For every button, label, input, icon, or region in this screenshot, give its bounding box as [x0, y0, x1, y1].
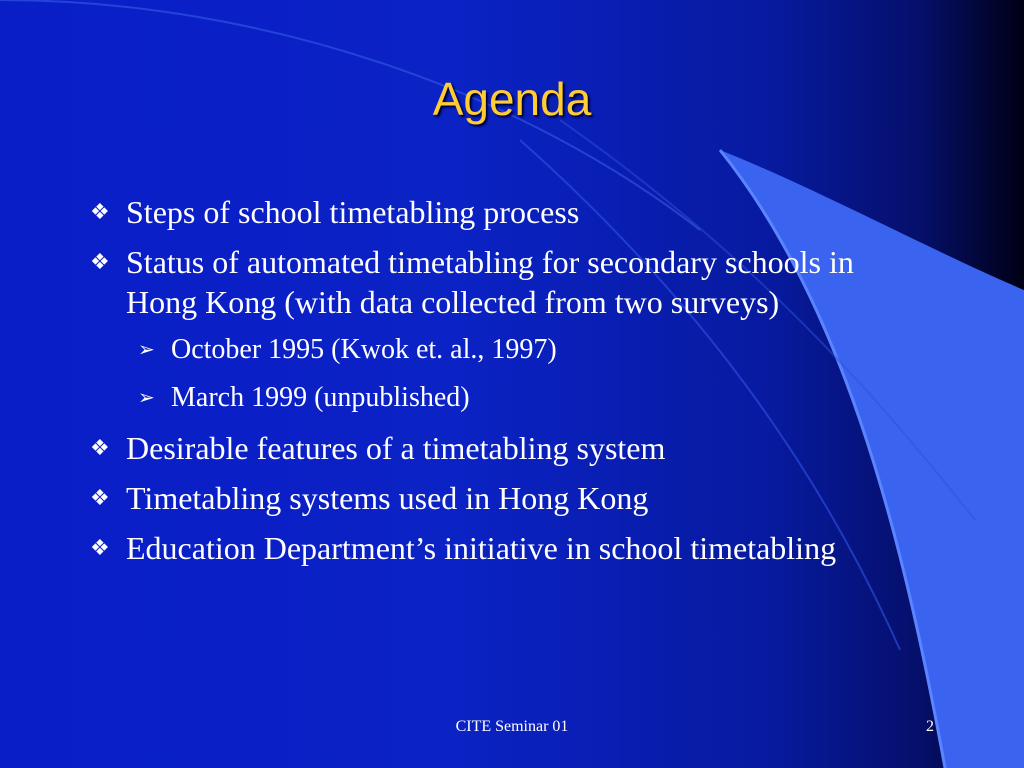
diamond-bullet-icon: ❖ — [90, 535, 110, 560]
diamond-bullet-icon: ❖ — [90, 199, 110, 224]
diamond-bullet-icon: ❖ — [90, 249, 110, 274]
diamond-bullet-icon: ❖ — [90, 485, 110, 510]
list-item-text: Timetabling systems used in Hong Kong — [126, 480, 649, 516]
list-item — [90, 242, 920, 322]
arrow-bullet-icon: ➢ — [138, 387, 155, 409]
list-item — [90, 478, 920, 518]
list-item — [90, 428, 920, 468]
arrow-bullet-icon: ➢ — [138, 339, 155, 361]
list-item-text: Education Department’s initiative in school timetabling — [126, 530, 837, 566]
diamond-bullet-icon: ❖ — [90, 435, 110, 460]
bullet-list — [90, 192, 920, 578]
slide-title: Agenda — [432, 73, 592, 125]
list-item — [90, 192, 920, 232]
page-number: 2 — [926, 718, 934, 735]
footer-text: CITE Seminar 01 — [455, 718, 569, 735]
sub-list-item-text: October 1995 (Kwok et. al., 1997) — [171, 334, 557, 365]
list-item-text: Steps of school timetabling process — [126, 194, 580, 230]
list-item — [90, 528, 920, 568]
sub-list-item-text: March 1999 (unpublished) — [171, 382, 470, 413]
sub-list-item — [90, 380, 920, 416]
sub-list-item — [90, 332, 920, 368]
list-item-text: Status of automated timetabling for secondary schools in Hong Kong (with data collected from two surveys) — [126, 244, 854, 320]
list-item-text: Desirable features of a timetabling system — [126, 430, 666, 466]
